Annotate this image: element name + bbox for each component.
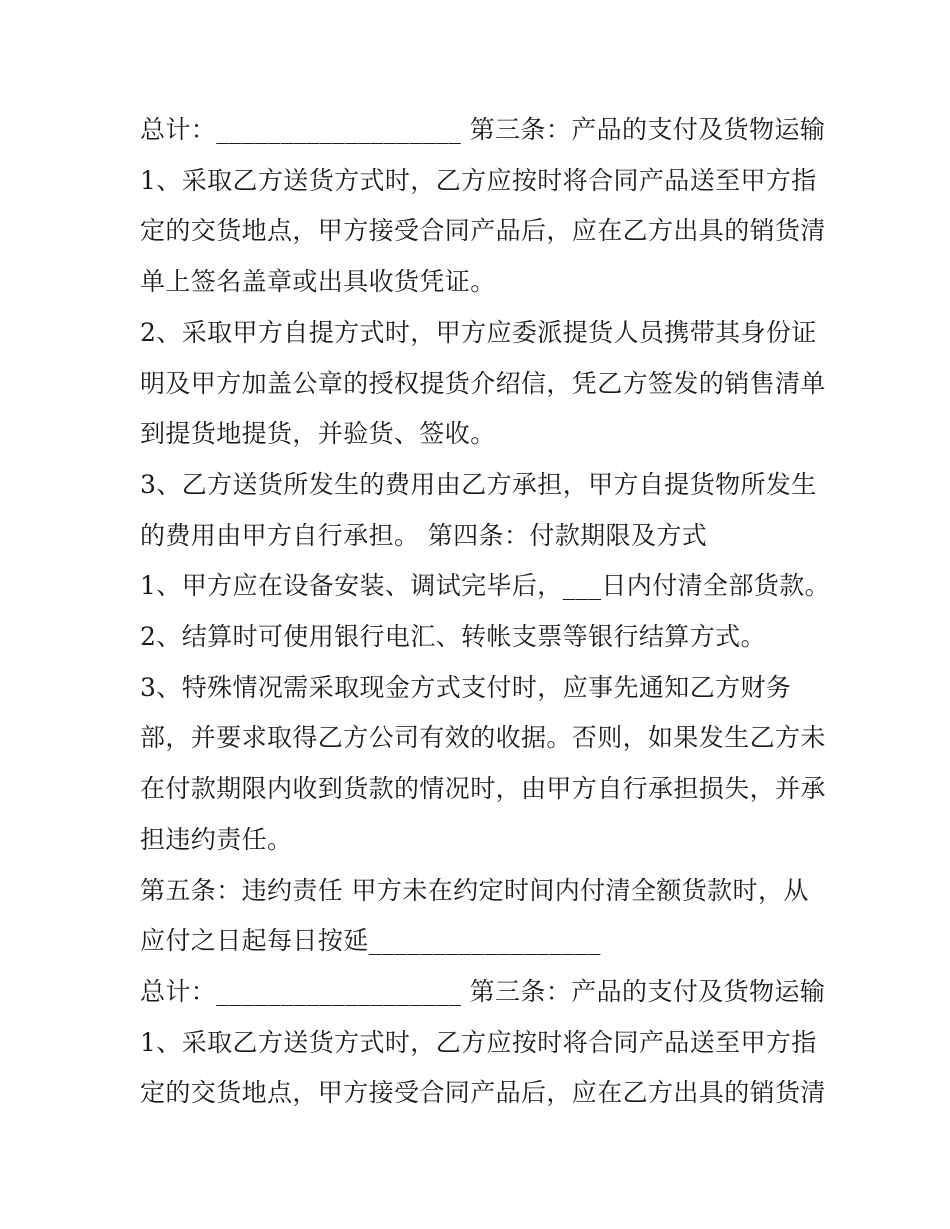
text-line-13: 部，并要求取得乙方公司有效的收据。否则，如果发生乙方未: [140, 723, 826, 752]
text-line-14: 在付款期限内收到货款的情况时，由甲方自行承担损失，并承: [140, 774, 826, 803]
text-line-19: 1、采取乙方送货方式时，乙方应按时将合同产品送至甲方指: [140, 1028, 817, 1057]
text-line-6: 明及甲方加盖公章的授权提货介绍信，凭乙方签发的销售清单: [140, 369, 826, 398]
text-line-16: 第五条：违约责任 甲方未在约定时间内付清全额货款时，从: [140, 876, 809, 905]
text-line-1: 总计：___________________ 第三条：产品的支付及货物运输: [140, 115, 826, 144]
text-line-15: 担违约责任。: [140, 825, 293, 854]
text-line-5: 2、采取甲方自提方式时，甲方应委派提货人员携带其身份证: [140, 318, 817, 347]
text-line-17: 应付之日起每日按延__________________: [140, 926, 601, 955]
text-line-20: 定的交货地点，甲方接受合同产品后，应在乙方出具的销货清: [140, 1078, 826, 1107]
text-line-9: 的费用由甲方自行承担。 第四条：付款期限及方式: [140, 521, 708, 550]
text-line-4: 单上签名盖章或出具收货凭证。: [140, 267, 496, 296]
text-line-3: 定的交货地点，甲方接受合同产品后，应在乙方出具的销货清: [140, 216, 826, 245]
text-line-8: 3、乙方送货所发生的费用由乙方承担，甲方自提货物所发生: [140, 470, 817, 499]
text-line-11: 2、结算时可使用银行电汇、转帐支票等银行结算方式。: [140, 622, 766, 651]
text-line-7: 到提货地提货，并验货、签收。: [140, 419, 496, 448]
text-line-10: 1、甲方应在设备安装、调试完毕后，___日内付清全部货款。: [140, 571, 831, 600]
text-line-12: 3、特殊情况需采取现金方式支付时，应事先通知乙方财务: [140, 673, 792, 702]
text-line-18: 总计：___________________ 第三条：产品的支付及货物运输: [140, 977, 826, 1006]
text-line-2: 1、采取乙方送货方式时，乙方应按时将合同产品送至甲方指: [140, 166, 817, 195]
